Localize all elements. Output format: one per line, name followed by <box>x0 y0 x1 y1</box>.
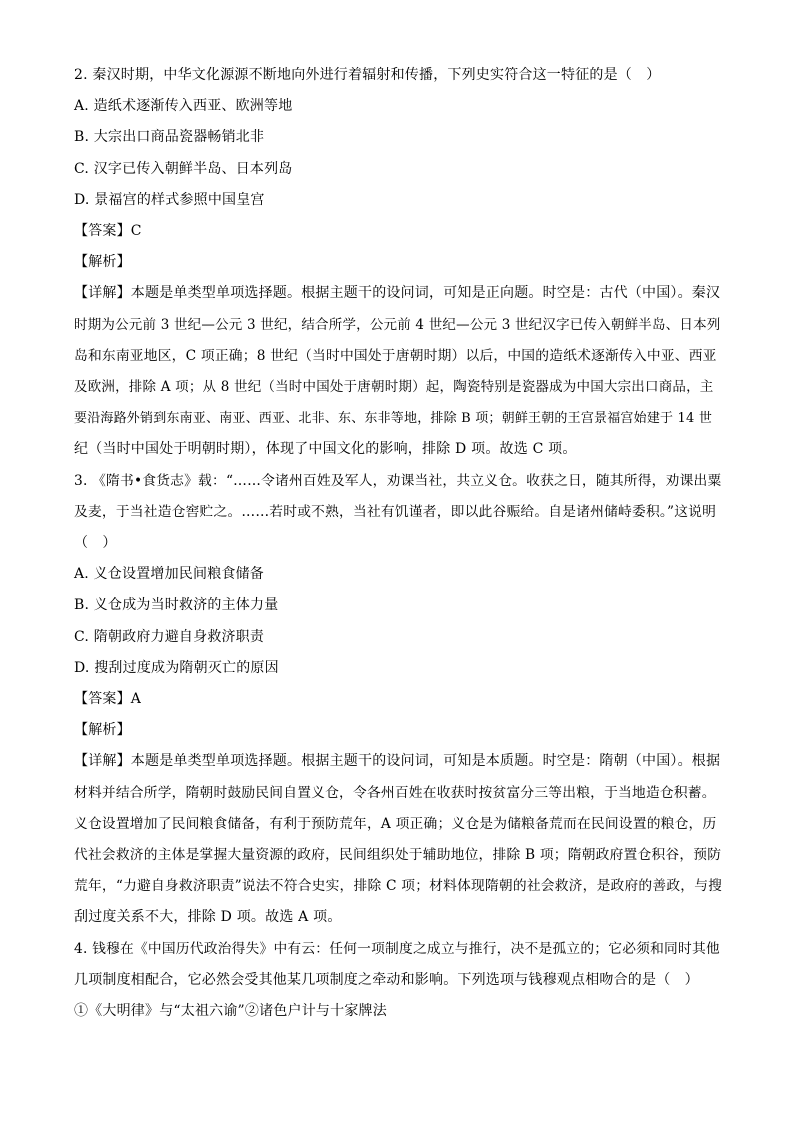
question-2-analysis-label: 【解析】 <box>74 254 131 271</box>
question-2-answer: 【答案】C <box>74 223 142 240</box>
question-3-option-d: D. 搜刮过度成为隋朝灭亡的原因 <box>74 659 279 676</box>
question-2-option-a: A. 造纸术逐渐传入西亚、欧洲等地 <box>74 98 293 115</box>
question-2-option-d: D. 景福宫的样式参照中国皇宫 <box>74 191 265 208</box>
question-3-detail-line: 义仓设置增加了民间粮食储备，有利于预防荒年，A 项正确；义仓是为储粮备荒而在民间设置的粮仓，历 <box>74 815 717 832</box>
question-3-detail-line: 材料并结合所学，隋朝时鼓励民间自置义仓，令各州百姓在收获时按贫富分三等出粮，于当地造仓积蓄。 <box>74 784 716 801</box>
question-2-detail-line: 岛和东南亚地区，C 项正确；8 世纪（当时中国处于唐朝时期）以后，中国的造纸术逐渐传入中亚、西亚 <box>74 347 717 364</box>
document-page <box>74 60 722 1027</box>
question-2-detail-line: 纪（当时中国处于明朝时期），体现了中国文化的影响，排除 D 项。故选 C 项。 <box>74 441 577 458</box>
question-3-stem-line: 3. 《隋书•食货志》载：“……令诸州百姓及军人，劝课当社，共立义仓。收获之日，随其所得，劝课出粟 <box>74 472 722 489</box>
question-4-stem-line: 4. 钱穆在《中国历代政治得失》中有云：任何一项制度之成立与推行，决不是孤立的；它必须和同时其他 <box>74 940 720 957</box>
question-3-option-b: B. 义仓成为当时救济的主体力量 <box>74 597 279 614</box>
question-3 <box>74 466 722 934</box>
question-3-detail-line: 荒年，“力避自身救济职责”说法不符合史实，排除 C 项；材料体现隋朝的社会救济，是政府的善政，与搜 <box>74 878 723 895</box>
question-2-option-c: C. 汉字已传入朝鲜半岛、日本列岛 <box>74 160 293 177</box>
question-3-option-c: C. 隋朝政府力避自身救济职责 <box>74 628 265 645</box>
question-2-detail-line: 【详解】本题是单类型单项选择题。根据主题干的设问词，可知是正向题。时空是：古代（中国）。秦汉 <box>74 285 721 302</box>
question-3-option-a: A. 义仓设置增加民间粮食储备 <box>74 566 265 583</box>
question-3-stem-line: （ ） <box>74 535 117 552</box>
question-3-stem-line: 及麦，于当社造仓窖贮之。……若时或不熟，当社有饥谨者，即以此谷赈给。自是诸州储峙委积。”这说明 <box>74 503 717 520</box>
question-3-detail-line: 刮过度关系不大，排除 D 项。故选 A 项。 <box>74 909 342 926</box>
question-4 <box>74 934 722 1028</box>
question-2-detail-line: 时期为公元前 3 世纪—公元 3 世纪，结合所学，公元前 4 世纪—公元 3 世纪汉字已传入朝鲜半岛、日本列 <box>74 316 721 333</box>
question-2-option-b: B. 大宗出口商品瓷器畅销北非 <box>74 129 265 146</box>
question-3-analysis-label: 【解析】 <box>74 722 131 739</box>
question-4-stem-line: ①《大明律》与“太祖六谕”②诸色户计与十家牌法 <box>74 1003 387 1020</box>
question-2-stem: 2. 秦汉时期，中华文化源源不断地向外进行着辐射和传播，下列史实符合这一特征的是（ ） <box>74 67 661 83</box>
question-4-stem-line: 几项制度相配合，它必然会受其他某几项制度之牵动和影响。下列选项与钱穆观点相吻合的是（ ） <box>74 971 699 988</box>
question-2-detail-line: 要沿海路外销到东南亚、南亚、西亚、北非、东、东非等地，排除 B 项；朝鲜王朝的王宫景福宫始建于 14 世 <box>74 411 713 427</box>
question-2-detail-line: 及欧洲，排除 A 项；从 8 世纪（当时中国处于唐朝时期）起，陶瓷特别是瓷器成为中国大宗出口商品，主 <box>74 379 714 396</box>
question-3-detail-line: 代社会救济的主体是掌握大量资源的政府，民间组织处于辅助地位，排除 B 项；隋朝政府置仓积谷，预防 <box>74 847 722 864</box>
question-3-detail-line: 【详解】本题是单类型单项选择题。根据主题干的设问词，可知是本质题。时空是：隋朝（中国）。根据 <box>74 753 721 770</box>
question-2 <box>74 60 722 466</box>
question-3-answer: 【答案】A <box>74 691 142 708</box>
